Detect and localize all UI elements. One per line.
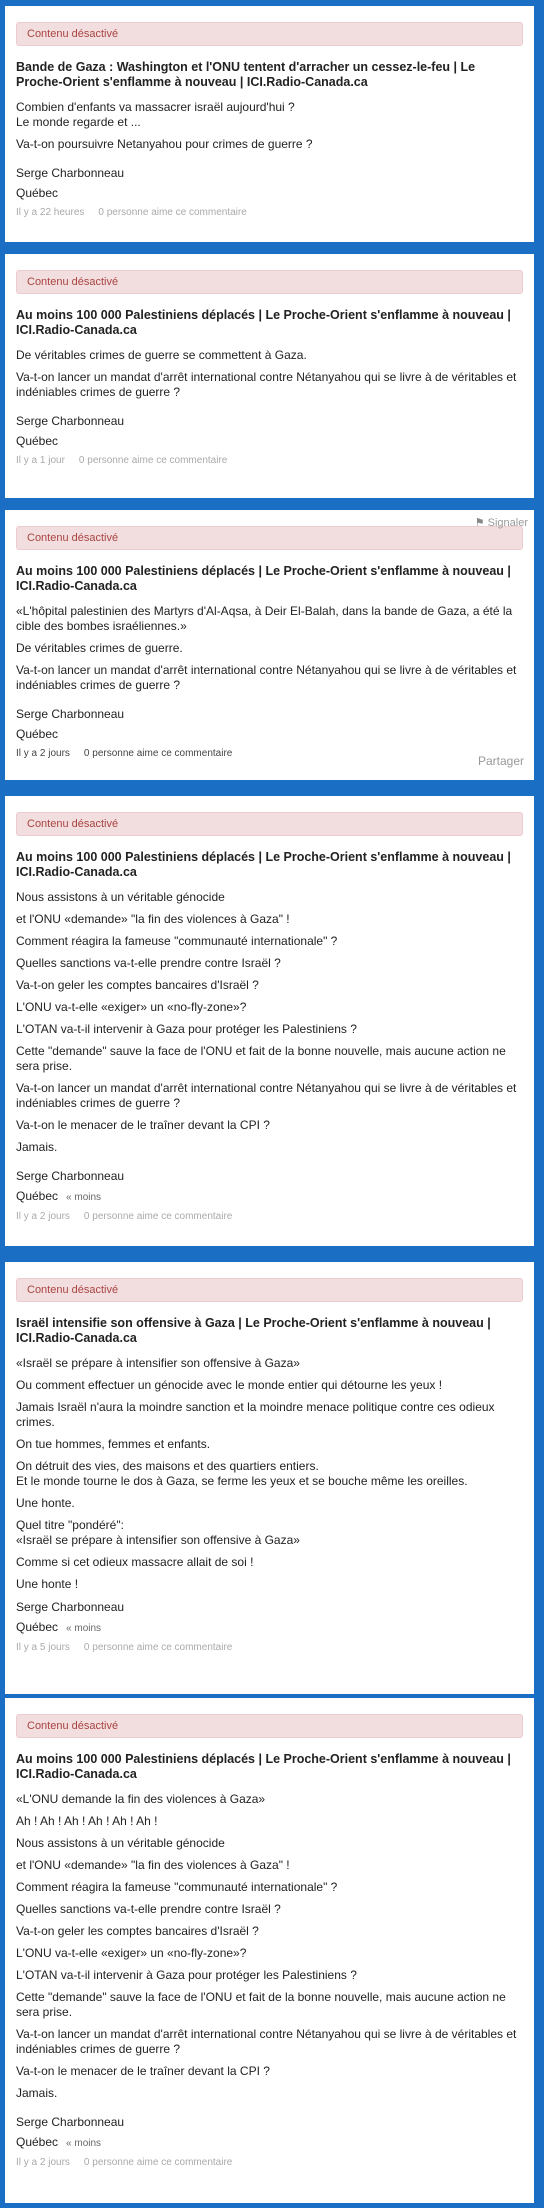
comment-card [5, 6, 534, 242]
signature-name: Serge Charbonneau [16, 1600, 125, 1614]
comment-timestamp[interactable]: Il y a 2 jours [16, 1211, 70, 1222]
disabled-content-badge: Contenu désactivé [16, 1278, 523, 1302]
comment-signature [16, 2115, 523, 2151]
comment-text: Une honte. [16, 1496, 75, 1510]
signature-place-text: Québec [16, 1189, 59, 1203]
comment-text: L'OTAN va-t-il intervenir à Gaza pour protéger les Palestiniens ? [16, 1022, 357, 1036]
comment-timestamp[interactable]: Il y a 1 jour [16, 455, 65, 466]
signature-name: Serge Charbonneau [16, 1169, 125, 1183]
disabled-content-badge: Contenu désactivé [16, 526, 523, 550]
signature-place: Québec [16, 434, 59, 448]
comment-text: Une honte ! [16, 1577, 79, 1591]
comment-text: Va-t-on le menacer de le traîner devant la CPI ? [16, 2064, 270, 2078]
comment-text: «Israël se prépare à intensifier son offensive à Gaza» [16, 1356, 300, 1370]
comment-text: L'ONU va-t-elle «exiger» un «no-fly-zone»? [16, 1000, 247, 1014]
show-less-link[interactable]: « moins [66, 2138, 102, 2149]
comment-meta [16, 1641, 523, 1655]
comment-text: Va-t-on lancer un mandat d'arrêt international contre Nétanyahou qui se livre à de véritables et indéniables crimes de guerre ? [16, 663, 517, 692]
comment-likes[interactable]: 0 personne aime ce commentaire [83, 1211, 233, 1222]
signature-name: Serge Charbonneau [16, 166, 125, 180]
comment-article-title[interactable]: Bande de Gaza : Washington et l'ONU tentent d'arracher un cessez-le-feu | Le Proche-Orient s'enflamme à nouveau | ICI.Radio-Canada.ca [16, 60, 476, 89]
comment-text: De véritables crimes de guerre se commettent à Gaza. [16, 348, 307, 362]
comment-text: et l'ONU «demande» "la fin des violences à Gaza" ! [16, 1858, 290, 1872]
comment-article-title[interactable]: Au moins 100 000 Palestiniens déplacés | Le Proche-Orient s'enflamme à nouveau | ICI.Radio-Canada.ca [16, 308, 511, 337]
signature-name: Serge Charbonneau [16, 414, 125, 428]
comment-text: Quelles sanctions va-t-elle prendre contre Israël ? [16, 1902, 281, 1916]
comment-text: Comment réagira la fameuse "communauté internationale" ? [16, 1880, 338, 1894]
comment-likes[interactable]: 0 personne aime ce commentaire [78, 455, 228, 466]
comment-likes[interactable]: 0 personne aime ce commentaire [83, 748, 233, 759]
comment-timestamp[interactable]: Il y a 2 jours [16, 2157, 70, 2168]
comment-text: L'OTAN va-t-il intervenir à Gaza pour protéger les Palestiniens ? [16, 1968, 357, 1982]
comment-article-title[interactable]: Au moins 100 000 Palestiniens déplacés | Le Proche-Orient s'enflamme à nouveau | ICI.Radio-Canada.ca [16, 850, 511, 879]
signature-place [16, 1189, 523, 1205]
comment-text: Combien d'enfants va massacrer israël aujourd'hui ? [16, 100, 295, 114]
comment-meta [16, 2156, 523, 2170]
comment-likes[interactable]: 0 personne aime ce commentaire [98, 207, 247, 218]
comment-article-title[interactable]: Au moins 100 000 Palestiniens déplacés | Le Proche-Orient s'enflamme à nouveau | ICI.Radio-Canada.ca [16, 564, 511, 593]
signature-place-text: Québec [16, 2135, 59, 2149]
show-less-link[interactable]: « moins [66, 1192, 102, 1203]
signature-place: Québec [16, 727, 59, 741]
comment-text: Jamais. [16, 1140, 58, 1154]
comment-text: Va-t-on le menacer de le traîner devant la CPI ? [16, 1118, 270, 1132]
disabled-content-badge: Contenu désactivé [16, 1714, 523, 1738]
show-less-link[interactable]: « moins [66, 1623, 102, 1634]
comment-text: Ah ! Ah ! Ah ! Ah ! Ah ! Ah ! [16, 1814, 158, 1828]
comment-text: «Israël se prépare à intensifier son offensive à Gaza» [16, 1533, 300, 1547]
signature-place-text: Québec [16, 1620, 59, 1634]
comment-text: Jamais. [16, 2086, 58, 2100]
comment-text: On tue hommes, femmes et enfants. [16, 1437, 211, 1451]
comment-text: Va-t-on lancer un mandat d'arrêt international contre Nétanyahou qui se livre à de véritables et indéniables crimes de guerre ? [16, 1081, 517, 1110]
comment-text: Cette "demande" sauve la face de l'ONU et fait de la bonne nouvelle, mais aucune action ne sera prise. [16, 1990, 506, 2019]
comment-text: Comment réagira la fameuse "communauté internationale" ? [16, 934, 338, 948]
comment-meta [16, 747, 523, 761]
comment-card [5, 1262, 534, 1694]
comment-text: Nous assistons à un véritable génocide [16, 890, 225, 904]
comment-text: Nous assistons à un véritable génocide [16, 1836, 225, 1850]
share-button[interactable]: Partager [477, 754, 524, 768]
comment-text: Va-t-on geler les comptes bancaires d'Israël ? [16, 1924, 259, 1938]
disabled-content-badge: Contenu désactivé [16, 270, 523, 294]
comment-text: Quel titre "pondéré": [16, 1518, 124, 1532]
comment-text: Le monde regarde et ... [16, 115, 141, 129]
comment-text: Quelles sanctions va-t-elle prendre contre Israël ? [16, 956, 281, 970]
comment-meta [16, 1210, 523, 1224]
signature-place: Québec [16, 186, 59, 200]
comment-signature [16, 166, 523, 201]
comment-meta [16, 454, 523, 468]
comment-text: Ou comment effectuer un génocide avec le monde entier qui détourne les yeux ! [16, 1378, 443, 1392]
comment-text: Va-t-on lancer un mandat d'arrêt international contre Nétanyahou qui se livre à de véritables et indéniables crimes de guerre ? [16, 370, 517, 399]
comment-card [5, 254, 534, 498]
comment-card [5, 1698, 534, 2203]
signature-name: Serge Charbonneau [16, 707, 125, 721]
comment-likes[interactable]: 0 personne aime ce commentaire [83, 1642, 233, 1653]
signature-name: Serge Charbonneau [16, 2115, 125, 2129]
comment-timestamp[interactable]: Il y a 5 jours [16, 1642, 70, 1653]
comment-meta [16, 206, 523, 220]
comment-card [5, 510, 534, 780]
signature-place [16, 1620, 523, 1636]
comment-text: L'ONU va-t-elle «exiger» un «no-fly-zone»? [16, 1946, 247, 1960]
comment-card [5, 796, 534, 1246]
comment-text: «L'ONU demande la fin des violences à Gaza» [16, 1792, 266, 1806]
flag-icon: ⚑ [474, 517, 485, 529]
report-label: Signaler [487, 517, 528, 529]
comment-timestamp[interactable]: Il y a 2 jours [16, 748, 70, 759]
comment-signature [16, 414, 523, 449]
comment-signature [16, 1169, 523, 1205]
comment-likes[interactable]: 0 personne aime ce commentaire [83, 2157, 233, 2168]
comment-text: Va-t-on lancer un mandat d'arrêt international contre Nétanyahou qui se livre à de véritables et indéniables crimes de guerre ? [16, 2027, 517, 2056]
disabled-content-badge: Contenu désactivé [16, 22, 523, 46]
comment-signature [16, 1600, 523, 1636]
signature-place [16, 2135, 523, 2151]
comment-text: Et le monde tourne le dos à Gaza, se ferme les yeux et se bouche même les oreilles. [16, 1474, 468, 1488]
comment-text: Cette "demande" sauve la face de l'ONU et fait de la bonne nouvelle, mais aucune action ne sera prise. [16, 1044, 506, 1073]
comment-text: Va-t-on poursuivre Netanyahou pour crimes de guerre ? [16, 137, 313, 151]
comment-text: et l'ONU «demande» "la fin des violences à Gaza" ! [16, 912, 290, 926]
comment-signature [16, 707, 523, 742]
report-button[interactable] [475, 516, 528, 529]
comment-text: Va-t-on geler les comptes bancaires d'Israël ? [16, 978, 259, 992]
comment-timestamp[interactable]: Il y a 22 heures [16, 207, 85, 218]
comment-text: On détruit des vies, des maisons et des quartiers entiers. [16, 1459, 319, 1473]
comment-article-title[interactable]: Israël intensifie son offensive à Gaza | Le Proche-Orient s'enflamme à nouveau | ICI.Radio-Canada.ca [16, 1316, 491, 1345]
comment-text: Comme si cet odieux massacre allait de soi ! [16, 1555, 254, 1569]
comment-text: «L'hôpital palestinien des Martyrs d'Al-Aqsa, à Deir El-Balah, dans la bande de Gaza, a été la cible des bombes israéliennes.» [16, 604, 513, 633]
comment-text: Jamais Israël n'aura la moindre sanction et la moindre menace politique contre ces odieux crimes. [16, 1400, 495, 1429]
disabled-content-badge: Contenu désactivé [16, 812, 523, 836]
comment-text: De véritables crimes de guerre. [16, 641, 183, 655]
comment-article-title[interactable]: Au moins 100 000 Palestiniens déplacés | Le Proche-Orient s'enflamme à nouveau | ICI.Radio-Canada.ca [16, 1752, 511, 1781]
